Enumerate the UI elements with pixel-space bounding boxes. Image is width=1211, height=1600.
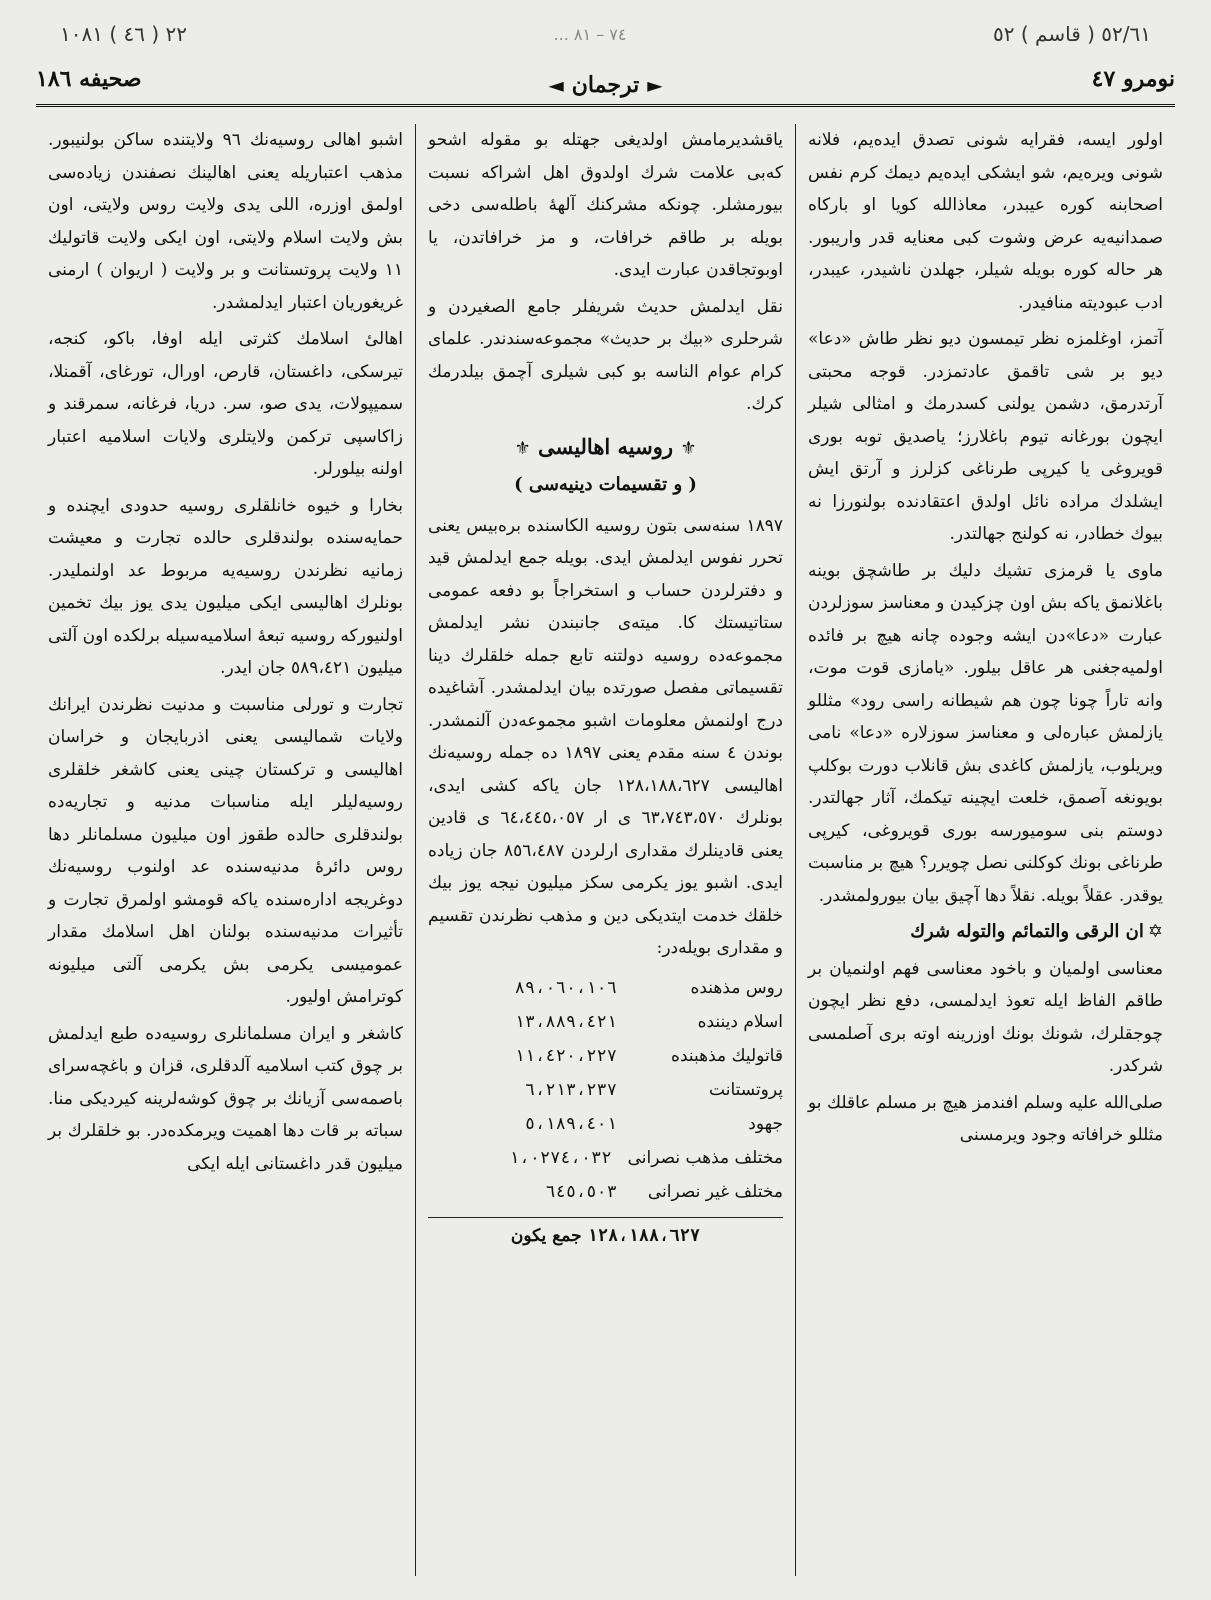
stat-value: ٥،١٨٩،٤٠١	[524, 1113, 617, 1134]
stat-label: مختلف غیر نصرانی	[647, 1181, 783, 1202]
stat-row	[428, 1005, 783, 1039]
stat-label: پروتستانت	[709, 1079, 783, 1100]
religion-statistics	[428, 971, 783, 1253]
paragraph: اولور ایسه، فقرایه شونی تصدق ایده‌یم، فلانه شونی ویره‌یم، شو ایشکی ایده‌یم دیمك کرم نفس اصحابنه کوره عیبدر، معاذالله کویا او بارکاه صمدانیه‌یه عرض وشوت کبی معنایه قدر وار‌یبور. هر حاله کوره بویله شیلر، جهلدن ناشیدر، عیبدر، ادب عبودیته منافیدر.	[808, 130, 1163, 313]
handwriting-left: ٢٢ ( ٤٦ ) ١٠٨١	[60, 22, 188, 46]
stat-row	[428, 1073, 783, 1107]
handwriting-middle: ٧٤ – ٨١ ...	[553, 24, 627, 44]
stat-row	[428, 1175, 783, 1209]
column-middle	[416, 124, 796, 1576]
paragraph: ١٨٩٧ سنه‌سی بتون روسیه الکاسنده بره‌بیس یعنی تحرر نفوس ایدلمش ایدی. بویله جمع ایدلمش قید و دفترلردن حساب و استخراجاً بو دفعه عمومی ستاتیستك کا. میته‌ی جانبندن نشر ایدلمش مجموعه‌ده روسیه دولتنه تابع جمله خلقلرك دینا تقسیماتی مفصل صورتده بیان ایدلمشدر. آشاغیده درج اولنمش معلومات اشبو مجموعه‌دن آلنمشدر. بوندن ٤ سنه مقدم یعنی ١٨٩٧ ده جمله روسیه‌نك اهالیسی ١٢٨،١٨٨،٦٢٧ جان یاکه کشی ایدی، بونلرك ٦٣،٧٤٣،٥٧٠ ی ار ٦٤،٤٤٥،٠٥٧ ی قادین یعنی قادینلرك مقداری ارلردن ٨٥٦،٤٨٧ جان زیاده ایدی. اشبو یوز یکرمی سکز میلیون نیجه یوز بیك خلقك خدمت ایتدیکی دین و مذهب نظرندن تقسیم و مقداری بویله‌در:	[428, 515, 784, 958]
stat-label: قاتولیك مذهبنده	[671, 1045, 783, 1066]
stat-value: ١٣،٨٨٩،٤٢١	[514, 1011, 617, 1032]
section-subtitle: ( و تقسیمات دینیه‌سی )	[514, 474, 697, 495]
paragraph: بخارا و خیوه خانلقلری روسیه حدودی ایچنده و حمایه‌سنده بولندقلری حالده تجارت و معیشت زمانیه نظرندن روسیه‌یه مربوط عد اولنملیدر. بونلرك اهالیسی ایکی میلیون یدی یوز بیك تخمین اولنیورکه روسیه تبعهٔ اسلامیه‌سیله برلکده اون آلتی میلیون ٥٨٩،٤٢١ جان ایدر.	[48, 495, 403, 678]
stat-value: ٦٤٥،٥٠٣	[545, 1181, 617, 1202]
paragraph: اشبو اهالی روسیه‌نك ٩٦ ولایتنده ساکن بولنیبور. مذهب اعتباریله یعنی اهالینك نصفندن زیاده‌سی اولمق اوزره، اللی یدی ولایت روس ولایتی، اون بش ولایت اسلام ولایتی، اون ایکی ولایت قاتولیك ١١ ولایت پروتستانت و بر ولایت ( اریوان ) ارمنی غریغوریان اعتبار ایدلمشدر.	[48, 130, 403, 313]
stat-label: مختلف مذهب نصرانی	[627, 1147, 783, 1168]
section-title	[428, 431, 783, 466]
paragraph: یاقشدیرمامش اولدیغی جهتله بو مقوله اشحو که‌بی علامت شرك اولدوق اهل اشراکه نسبت بیورمشلر. چونکه مشرکنك آلهۀ باطله‌سی دخی بویله بر طاقم خرافات، و مز خرافاتدن، یا اوبوتجاقدن عبارت ایدی.	[428, 130, 783, 280]
stat-row	[428, 1107, 783, 1141]
stat-row	[428, 1039, 783, 1073]
hadith-heading	[808, 916, 1163, 949]
paragraph: آتمز، اوغلمزه نظر تیمسون دیو نظر طاش «دعا» دیو بر شی تاقمق عادتمزدر. قوجه محبتی آرتدرمق، دشمن یولنی کسدرمك و امثالی شیلر ایچون بورغانه تیوم باغلارز؛ یاصدیق توبه بوری قویروغی یا کیرپی طرناغی کزلرز و آرتق ایش ایشلدك مراده نائل اولدق اعتقادنده بولنورزا نه بیوك خطادر، نه کولنج جهالتدر.	[808, 329, 1163, 544]
paragraph: تجارت و تورلی مناسبت و مدنیت نظرندن ایرانك ولایات شمالیسی یعنی اذربایجان و خراسان اهالیسی و ترکستان چینی یعنی کاشغر خلقلری روسیه‌لیلر ایله مناسبات مدنیه و تجاریه‌ده بولندقلری حالده طقوز اون میلیون مسلمانلر دها روس دائرهٔ مدنیه‌سنده عد اولنوب روسیه‌نك دوغریجه اداره‌سنده یاکه قومشو اولمرق تجارت و تأثیرات مدنیه‌سنده بولنان اهل اسلامك مقدار عمومیسی یکرمی بش یکرمی آلتی میلیونه کوترامش اولیور.	[48, 694, 403, 1007]
paragraph: ماوی یا قرمزی تشیك دلیك بر طاشچق بوینه باغلانمق یاکه بش اون چزکیدن و معناسز سوزلردن عبارت «دعا»دن ایشه وجوده چانه هیچ بر فائده اولمیه‌جغنی هر عاقل بیلور. «یامازی قوت موت، وانه تاراً چونا چون هم شیطانه راسی رود» مثللو یازلمش عباره‌لی و معناسز سوزلاره «دعا» نامی ویریلوب، یازلمش کاغدی بش قانلاب دورت بوکلپ بویونغه آصمق، خلعت ایچینه تیکمك، آثار جهالتدر. دوستم بنی سومیورسه بوری قویروغی، کیرپی طرناغی بونك کوکلنی نصل چویرر؟ هیچ بر مناسبت یوقدر. عقلاً بویله. نقلاً دها آچیق بیان بیورولمشدر.	[808, 560, 1163, 906]
stat-row	[428, 1141, 783, 1175]
total-label: جمع یکون	[510, 1225, 582, 1246]
page-number: صحیفه ١٨٦	[36, 66, 142, 92]
column-left	[36, 124, 416, 1576]
paragraph: نقل ایدلمش حدیث شریفلر جامع الصغیردن و شرحلری «بیك بر حدیث» مجموعه‌سندندر. علمای کرام عوام الناسه بو کبی شیلری آچمق بیلدرمك کرك.	[428, 296, 783, 414]
ornament-icon: ⚜	[680, 437, 697, 459]
newspaper-title: ترجمان	[571, 72, 640, 98]
paragraph: صلی‌الله علیه وسلم افندمز هیچ بر مسلم عاقلك بو مثللو خرافاته وجود ویرمسنی	[808, 1092, 1163, 1145]
stat-row	[428, 971, 783, 1005]
stat-label: اسلام دیننده	[697, 1011, 783, 1032]
masthead-title-wrap	[548, 72, 662, 98]
paragraph: معناسی اولمیان و باخود معناسی فهم اولنمیان بر طاقم الفاظ ایله تعوذ ایدلمسی، دفع نظر ایچون چوجقلرك، شونك بونك اوزرینه اوته بری آصلمسی شرکدر.	[808, 958, 1163, 1076]
total-value: ١٢٨،١٨٨،٦٢٧	[587, 1225, 701, 1246]
handwriting-right: ٥٢/٦١ ( قاسم ) ٥٢	[993, 22, 1151, 46]
paragraph: اهالیٔ اسلامك کثرتی ایله اوفا، باکو، کنجه، تیرسکی، داغستان، قارص، اورال، تورغای، آقمنلا، سمیپولات، یدی صو، سر. دریا، فرغانه، سمرقند و زاکاسپی ترکمن ولایتلری ولایات اسلامیه اعتبار اولنه بیلورلر.	[48, 329, 403, 479]
arrow-right-ornament-icon: ►	[647, 73, 663, 97]
section-title-text: روسیه اهالیسی	[537, 433, 674, 459]
stat-value: ١،٠٢٧٤،٠٣٢	[509, 1147, 612, 1168]
hadith-heading-text: ان الرقی والتمائم والتوله شرك	[910, 921, 1144, 942]
stat-value: ٨٩،٠٦٠،١٠٦	[514, 977, 617, 998]
stat-value: ٦،٢١٣،٢٣٧	[524, 1079, 617, 1100]
star-ornament-icon: ✡	[1147, 921, 1163, 942]
stat-value: ١١،٤٢٠،٢٢٧	[514, 1045, 617, 1066]
issue-number: نومرو ٤٧	[1091, 66, 1175, 92]
handwritten-annotations	[60, 14, 1151, 54]
text-columns	[36, 124, 1175, 1576]
column-right	[796, 124, 1175, 1576]
stat-total	[428, 1217, 783, 1253]
paragraph: کاشغر و ایران مسلمانلری روسیه‌ده طبع ایدلمش بر چوق کتب اسلامیه آلدقلری، قزان و باغچه‌سرای باصمه‌سی آزیانك بر چوق کوشه‌لرینه کیردیکی منا. سباته بر قات دها اهمیت ویرمکده‌در. بو خلقلرك بر میلیون قدر داغستانی ایله ایکی	[48, 1023, 403, 1174]
stat-label: جهود	[748, 1113, 783, 1134]
masthead-rule	[36, 104, 1175, 111]
ornament-icon: ⚜	[514, 437, 531, 459]
stat-label: روس مذهنده	[690, 977, 783, 998]
arrow-left-ornament-icon: ◄	[548, 73, 564, 97]
